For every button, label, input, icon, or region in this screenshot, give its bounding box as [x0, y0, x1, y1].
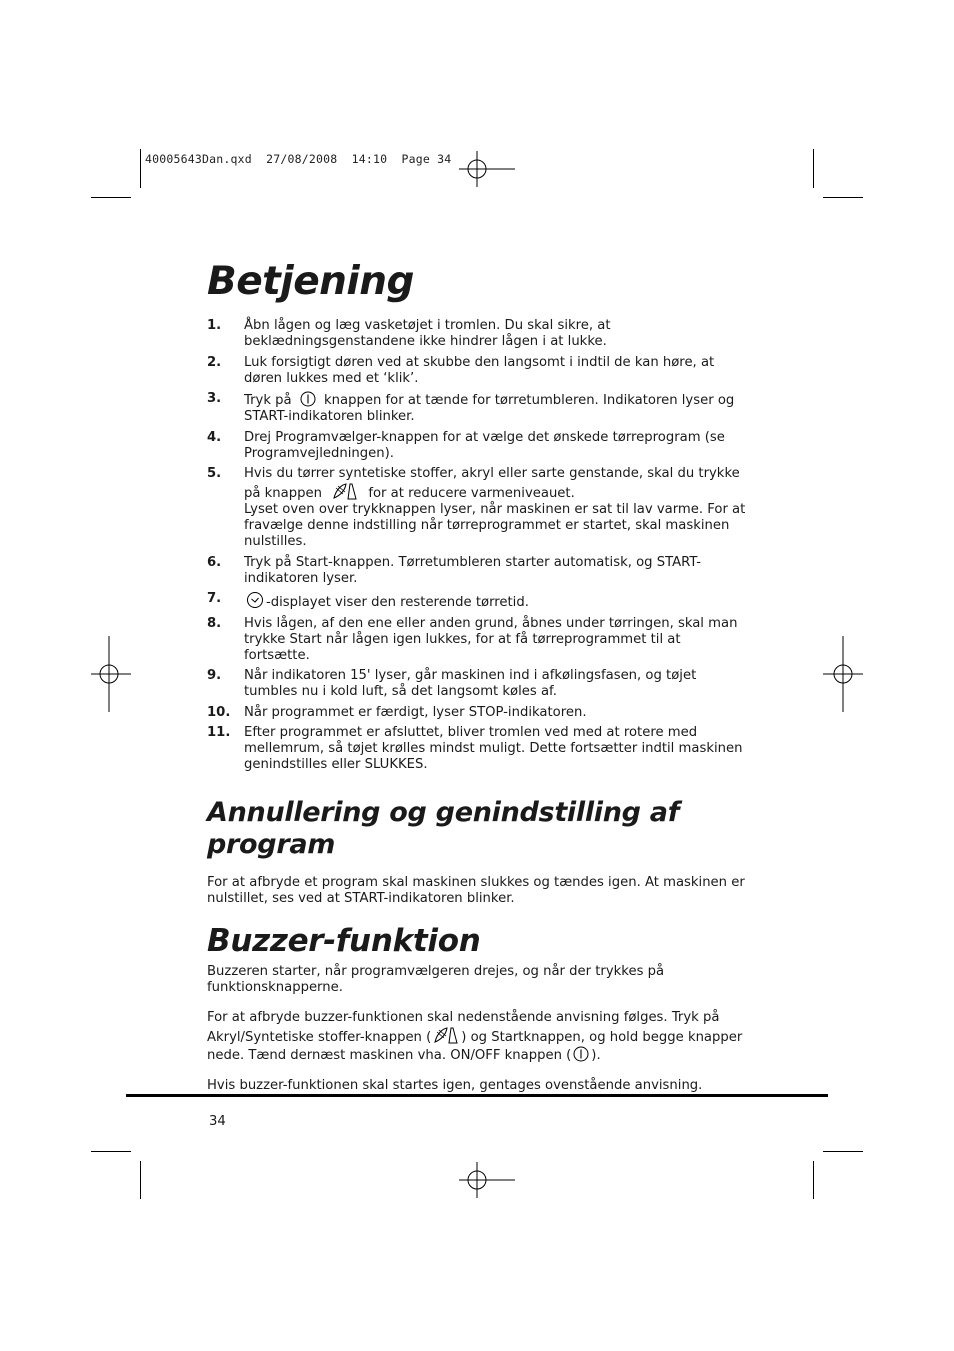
file-slug: 40005643Dan.qxd 27/08/2008 14:10 Page 34: [145, 152, 452, 166]
section-body-buzzer-restart: Hvis buzzer-funktionen skal startes igen, gentages ovenstående anvisning.: [207, 1078, 703, 1093]
crop-mark: [813, 1161, 814, 1199]
section-heading-buzzer: Buzzer-funktion: [207, 923, 481, 959]
step-number: 8.: [207, 615, 222, 631]
section-body-cancel: For at afbryde et program skal maskinen slukkes og tændes igen. At maskinen er nulstillet, ses ved at START-indikatoren blinker.: [207, 875, 745, 906]
section-body-buzzer-instructions: [207, 1010, 747, 1064]
step-number: 9.: [207, 668, 222, 683]
footer-rule: [126, 1094, 828, 1097]
delicate-fabric-icon: [332, 482, 358, 500]
page-content: [207, 258, 747, 1094]
list-item: [207, 591, 747, 611]
step-text: Hvis lågen, af den ene eller anden grund, åbnes under tørringen, skal man trykke Start når lågen igen lukkes, for at få tørreprogrammet til at fortsætte.: [244, 615, 738, 663]
step-text: Når programmet er færdigt, lyser STOP-indikatoren.: [244, 704, 587, 720]
step-text: Hvis du tørrer syntetiske stoffer, akryl eller sarte genstande, skal du trykke på knappen: [244, 466, 740, 501]
step-text: Lyset oven over trykknappen lyser, når maskinen er sat til lav varme. For at fravælge denne indstilling når tørreprogrammet er startet, skal maskinen nulstilles.: [244, 502, 746, 549]
step-text: for at reducere varmeniveauet.: [368, 486, 575, 501]
registration-mark-icon: [459, 1162, 515, 1198]
list-item: [207, 466, 747, 550]
crop-mark: [140, 1161, 141, 1199]
list-item: [207, 391, 747, 425]
page-number: 34: [209, 1114, 226, 1129]
step-text: Luk forsigtigt døren ved at skubbe den langsomt i indtil de kan høre, at døren lukkes med et ‘klik’.: [244, 354, 715, 386]
power-icon: [300, 391, 316, 407]
operation-steps: [207, 318, 747, 773]
list-item: [207, 355, 747, 387]
step-number: 6.: [207, 554, 222, 570]
section-heading-cancel: Annullering og genindstilling af program: [207, 797, 680, 860]
paragraph-text: ).: [591, 1048, 601, 1063]
section-body-buzzer-intro: Buzzeren starter, når programvælgeren drejes, og når der trykkes på funktionsknapperne.: [207, 964, 665, 995]
step-number: 7.: [207, 591, 222, 606]
list-item: [207, 430, 747, 462]
step-number: 10.: [207, 704, 231, 720]
paragraph-text: For at afbryde buzzer-funktionen skal nedenstående anvisning følges. Tryk på Akryl/Syntetiske stoffer-knappen (: [207, 1010, 720, 1045]
step-text: Tryk på Start-knappen. Tørretumbleren starter automatisk, og START-indikatoren lyser.: [244, 554, 701, 586]
list-item: [207, 555, 747, 587]
timer-icon: [246, 591, 264, 609]
page-title: Betjening: [207, 259, 414, 304]
crop-mark: [91, 1151, 131, 1152]
step-number: 1.: [207, 318, 222, 333]
step-number: 2.: [207, 354, 222, 370]
power-icon: [573, 1046, 589, 1062]
crop-mark: [813, 149, 814, 188]
step-text: Når indikatoren 15' lyser, går maskinen ind i afkølingsfasen, og tøjet tumbles nu i kold luft, så det langsomt køles af.: [244, 668, 697, 699]
step-text: Efter programmet er afsluttet, bliver tromlen ved med at rotere med mellemrum, så tøjet krølles mindst muligt. Dette fortsætter indtil maskinen genindstilles eller SLUKKES.: [244, 725, 743, 772]
list-item: [207, 668, 747, 700]
step-text: knappen for at tænde for tørretumbleren. Indikatoren lyser og START-indikatoren blinker.: [244, 393, 735, 424]
crop-mark: [823, 1151, 863, 1152]
step-text: -displayet viser den resterende tørretid.: [266, 595, 529, 610]
registration-mark-icon: [459, 151, 515, 187]
paragraph-text: ) og Startknappen, og hold begge knapper nede. Tænd dernæst maskinen vha. ON/OFF knappen (: [207, 1030, 743, 1063]
step-number: 5.: [207, 466, 222, 481]
step-number: 3.: [207, 391, 222, 406]
list-item: [207, 705, 747, 721]
step-text: Drej Programvælger-knappen for at vælge det ønskede tørreprogram (se Programvejledningen).: [244, 429, 725, 461]
delicate-fabric-icon: [433, 1026, 459, 1044]
list-item: [207, 616, 747, 664]
step-number: 11.: [207, 725, 231, 740]
step-number: 4.: [207, 429, 222, 445]
step-text: Åbn lågen og læg vasketøjet i tromlen. Du skal sikre, at beklædningsgenstandene ikke hindrer lågen i at lukke.: [244, 318, 611, 349]
crop-mark: [140, 149, 141, 188]
list-item: [207, 725, 747, 773]
crop-mark: [91, 197, 131, 198]
registration-mark-icon: [823, 636, 863, 712]
crop-mark: [823, 197, 863, 198]
list-item: [207, 318, 747, 350]
step-text: Tryk på: [244, 393, 292, 408]
registration-mark-icon: [91, 636, 131, 712]
